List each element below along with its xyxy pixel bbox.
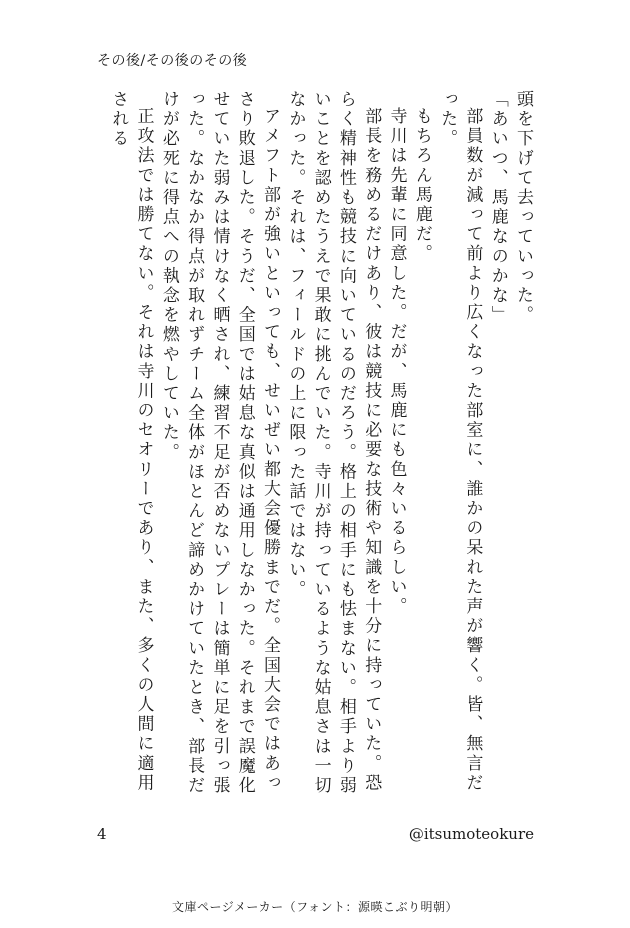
paragraph: 「あいつ、馬鹿なのかな」 — [487, 90, 508, 326]
page-number: 4 — [97, 825, 107, 843]
paragraph: 正攻法では勝てない。それは寺川のセオリーであり、また、多くの人間に適用される — [108, 90, 154, 793]
paragraph: 部員数が減って前より広くなった部室に、誰かの呆れた声が響く。皆、無言だった。 — [437, 90, 483, 793]
running-header: その後/その後のその後 — [97, 53, 248, 69]
paragraph: 部長を務めるだけあり、彼は競技に必要な技術や知識を十分に持っていた。恐らく精神性も競技に向いているのだろう。格上の相手にも怯まない。相手より弱いことを認めたうえで果敢に挑んでいた。寺川が持っているような姑息さは一切なかった。それは、フィールドの上に限った話ではない。 — [285, 90, 382, 796]
paragraph: 寺川は先輩に同意した。だが、馬鹿にも色々いるらしい。 — [386, 107, 407, 617]
author-handle: @itsumoteokure — [408, 825, 534, 843]
paragraph: 頭を下げて去っていった。 — [513, 90, 533, 326]
paragraph: もちろん馬鹿だ。 — [411, 107, 432, 264]
generator-credit: 文庫ページメーカー（フォント：源暎こぶり明朝） — [171, 900, 459, 914]
vertical-body-text — [95, 90, 535, 800]
paragraph: アメフト部が強いといっても、せいぜい都大会優勝までだ。全国大会ではあっさり敗退した。そうだ、全国では姑息な真似は通用しなかった。それまで誤魔化せていた弱みは情けなく晒され、練習不足が否めないプレーは簡単に足を引っ張った。なかなか得点が取れずチーム全体がほとんど諦めかけていたとき、部長だけが必死に得点への執念を燃やしていた。 — [158, 90, 281, 796]
